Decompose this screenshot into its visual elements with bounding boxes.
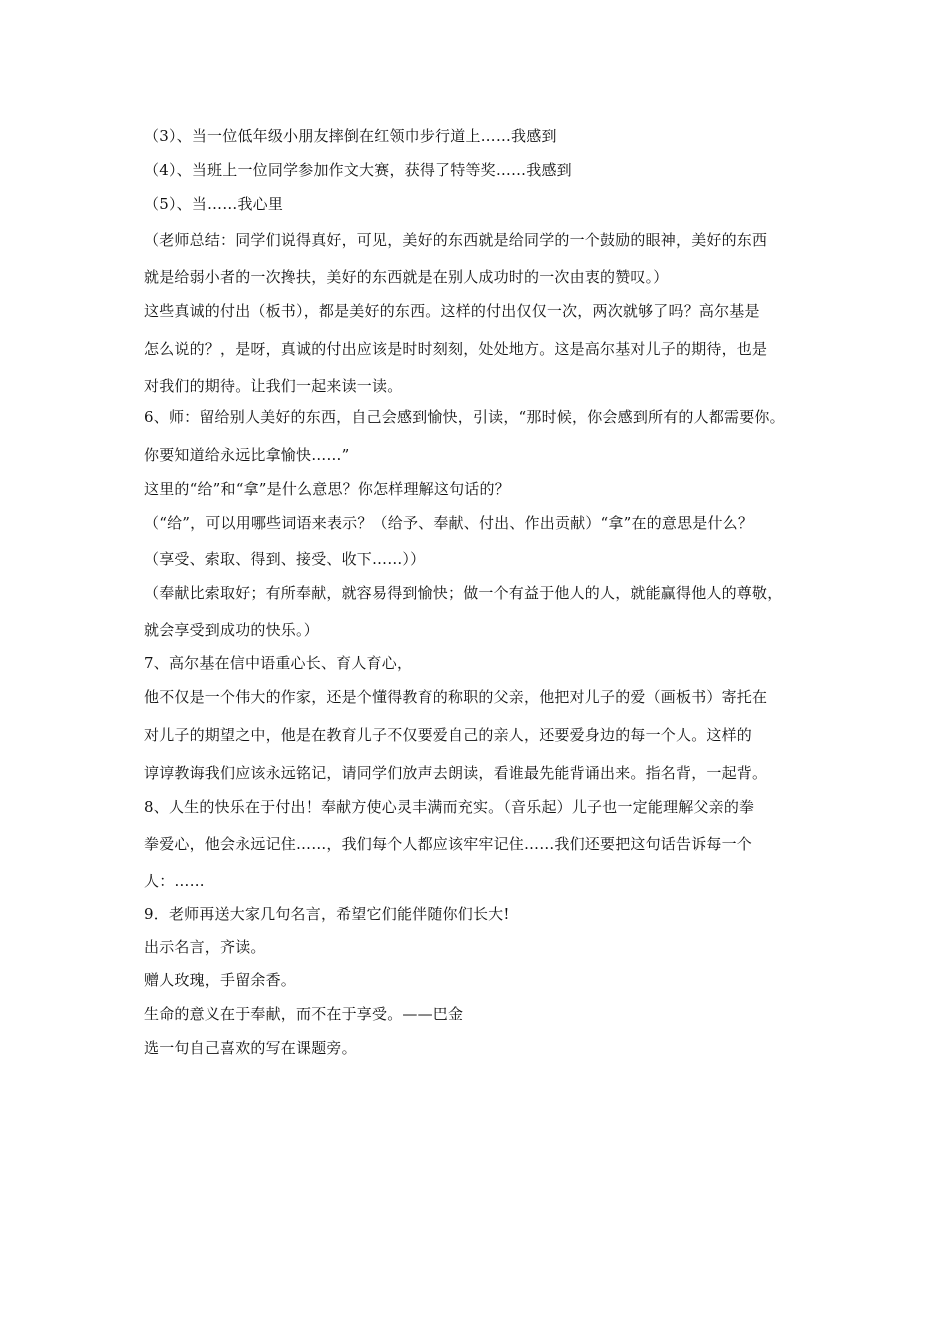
- text-line: 人：……: [144, 872, 205, 890]
- text-line: 7、高尔基在信中语重心长、育人育心，: [144, 654, 413, 672]
- text-line: 就是给弱小者的一次搀扶，美好的东西就是在别人成功时的一次由衷的赞叹。）: [144, 268, 669, 286]
- text-line: （5）、当……我心里: [144, 195, 284, 213]
- text-line: 赠人玫瑰，手留余香。: [144, 971, 297, 989]
- text-line: （享受、索取、得到、接受、收下……））: [144, 550, 426, 568]
- text-line: 出示名言，齐读。: [144, 938, 266, 956]
- text-line: 生命的意义在于奉献，而不在于享受。——巴金: [144, 1005, 464, 1023]
- text-line: 6、师：留给别人美好的东西，自己会感到愉快，引读，“那时候，你会感到所有的人都需要你。: [144, 408, 785, 426]
- text-line: 拳爱心，他会永远记住……，我们每个人都应该牢牢记住……我们还要把这句话告诉每一个: [144, 835, 753, 853]
- text-line: （老师总结：同学们说得真好，可见，美好的东西就是给同学的一个鼓励的眼神，美好的东西: [144, 231, 768, 249]
- text-line: 对儿子的期望之中，他是在教育儿子不仅要爱自己的亲人，还要爱身边的每一个人。这样的: [144, 726, 753, 744]
- text-line: 这里的“给”和“拿”是什么意思？你怎样理解这句话的？: [144, 480, 510, 498]
- text-line: 9．老师再送大家几句名言，希望它们能伴随你们长大!: [144, 905, 510, 923]
- text-line: （3）、当一位低年级小朋友摔倒在红领巾步行道上……我感到: [144, 127, 557, 145]
- text-line: 8、人生的快乐在于付出！奉献方使心灵丰满而充实。（音乐起）儿子也一定能理解父亲的拳: [144, 798, 755, 816]
- text-line: 他不仅是一个伟大的作家，还是个懂得教育的称职的父亲，他把对儿子的爱（画板书）寄托在: [144, 688, 768, 706]
- text-line: 你要知道给永远比拿愉快……”: [144, 446, 350, 464]
- text-line: （奉献比索取好；有所奉献，就容易得到愉快；做一个有益于他人的人，就能赢得他人的尊敬，: [144, 584, 783, 602]
- text-line: 怎么说的？，是呀，真诚的付出应该是时时刻刻，处处地方。这是高尔基对儿子的期待，也是: [144, 340, 768, 358]
- text-line: 就会享受到成功的快乐。）: [144, 621, 319, 639]
- text-line: 这些真诚的付出（板书），都是美好的东西。这样的付出仅仅一次，两次就够了吗？高尔基是: [144, 302, 760, 320]
- text-line: 对我们的期待。让我们一起来读一读。: [144, 377, 403, 395]
- text-line: 选一句自己喜欢的写在课题旁。: [144, 1039, 357, 1057]
- text-line: （“给”，可以用哪些词语来表示？（给予、奉献、付出、作出贡献）“拿”在的意思是什么？: [144, 514, 754, 532]
- text-line: （4）、当班上一位同学参加作文大赛，获得了特等奖……我感到: [144, 161, 572, 179]
- text-line: 谆谆教诲我们应该永远铭记，请同学们放声去朗读，看谁最先能背诵出来。指名背，一起背。: [144, 764, 768, 782]
